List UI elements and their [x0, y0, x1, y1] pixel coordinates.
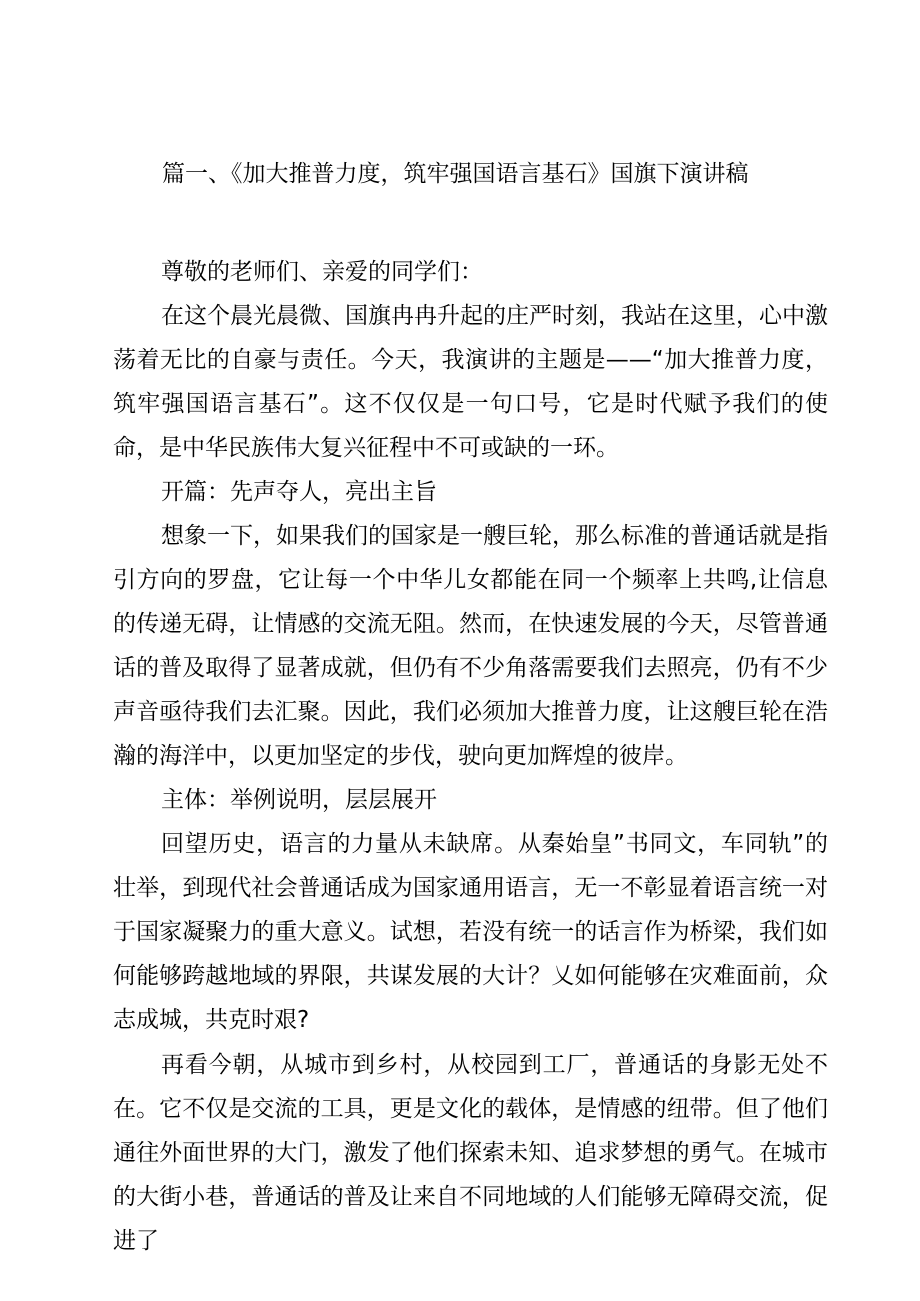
salutation-paragraph: 尊敬的老师们、亲爱的同学们：: [161, 259, 483, 285]
document-title: 篇一、《加大推普力度，筑牢强国语言基石》国旗下演讲稿: [162, 161, 749, 187]
opening-paragraph: 想象一下，如果我们的国家是一艘巨轮，那么标准的普通话就是指引方向的罗盘，它让每一个中华儿女都能在同一个频率上共鸣,让信息的传递无碍，让情感的交流无阻。然而，在快速发展的今天，尽管普通话的普及取得了显著成就，但仍有不少角落需要我们去照亮，仍有不少声音亟待我们去汇聚。因此，我们必须加大推普力度，让这艘巨轮在浩瀚的海洋中，以更加坚定的步伐，驶向更加辉煌的彼岸。: [113, 523, 828, 769]
intro-paragraph: 在这个晨光晨微、国旗冉冉升起的庄严时刻，我站在这里，心中激荡着无比的自豪与责任。今天，我演讲的主题是——“加大推普力度，筑牢强国语言基石”。这不仅仅是一句口号，它是时代赋予我们的使命，是中华民族伟大复兴征程中不可或缺的一环。: [113, 303, 828, 461]
section-heading-opening: 开篇：先声夺人，亮出主旨: [161, 479, 437, 505]
section-heading-body: 主体：举例说明，层层展开: [161, 787, 437, 813]
history-paragraph: 回望历史，语言的力量从未缺席。从秦始皇”书同文，车同轨”的壮举，到现代社会普通话成为国家通用语言，无一不彰显着语言统一对于国家凝聚力的重大意义。试想，若没有统一的话言作为桥梁，我们如何能够跨越地域的界限，共谋发展的大计？乂如何能够在灾难面前，众志成城，共克时艰?: [113, 831, 828, 1033]
present-paragraph: 再看今朝，从城市到乡村，从校园到工厂，普通话的身影无处不在。它不仅是交流的工具，更是文化的载体，是情感的纽带。但了他们通往外面世界的大门，激发了他们探索未知、追求梦想的勇气。在城市的大街小巷，普通话的普及让来自不同地域的人们能够无障碍交流，促进了: [113, 1052, 828, 1254]
document-body: [113, 250, 828, 1263]
